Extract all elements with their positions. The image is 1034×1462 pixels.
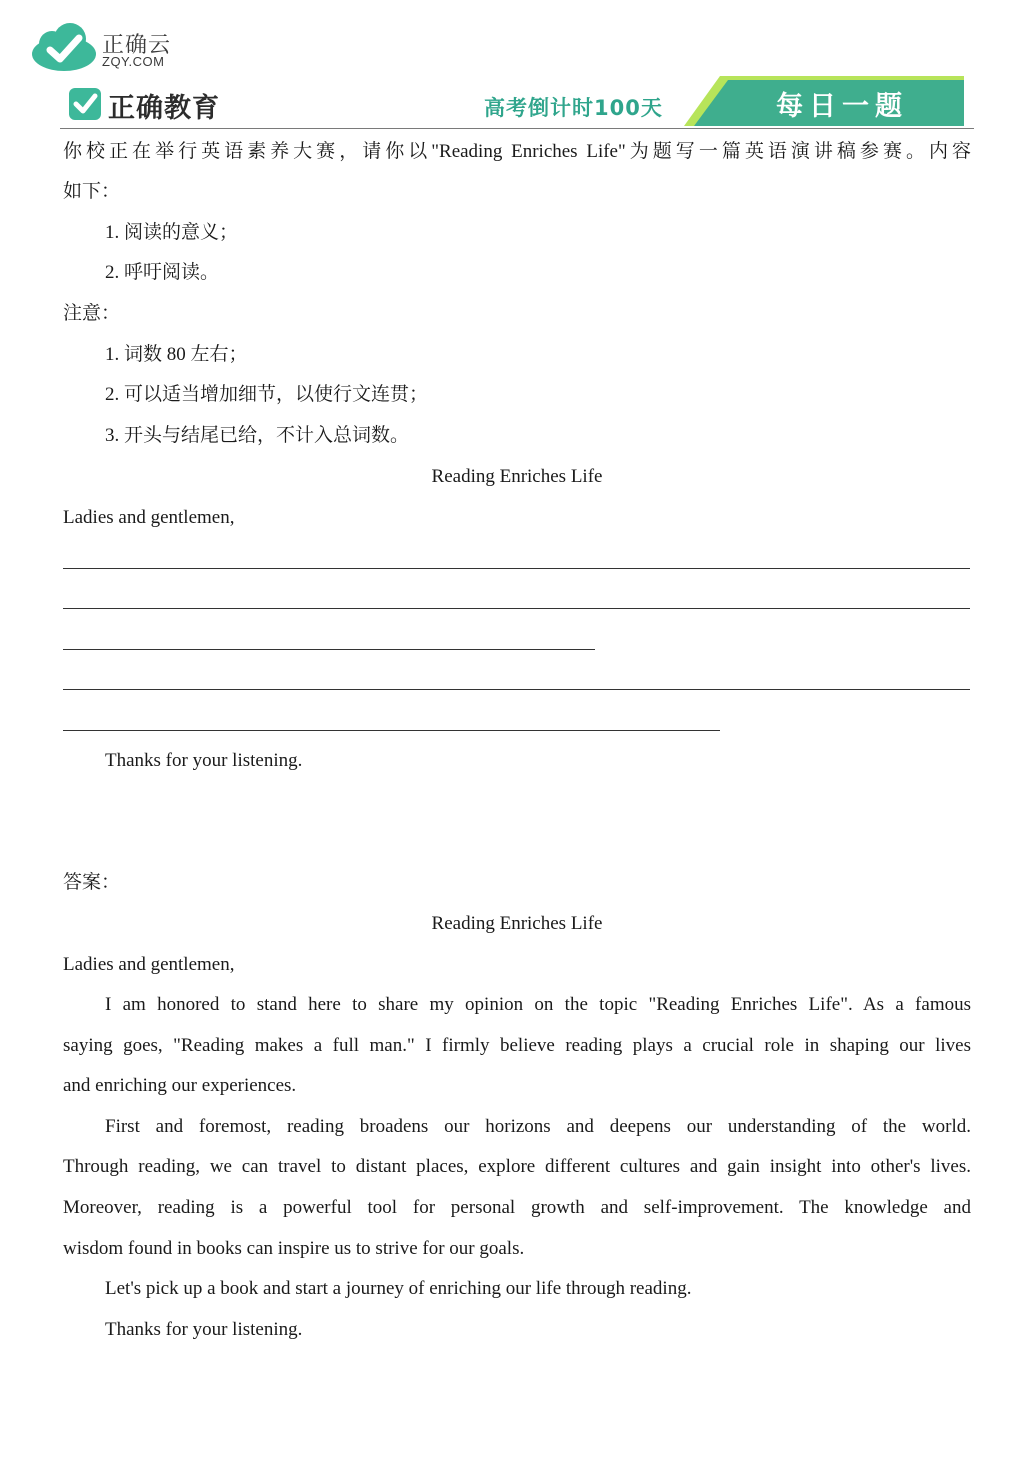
answer-closing: Thanks for your listening. bbox=[105, 1319, 303, 1340]
essay-greeting: Ladies and gentlemen, bbox=[63, 507, 235, 528]
answer-paragraph-3: Let's pick up a book and start a journey of enriching our life through reading. bbox=[105, 1278, 692, 1299]
answer-greeting: Ladies and gentlemen, bbox=[63, 954, 235, 975]
note-item-2: 2. 可以适当增加细节，以使行文连贯； bbox=[105, 384, 429, 405]
logo-name: 正确云 bbox=[102, 33, 172, 58]
check-box-icon bbox=[68, 87, 102, 121]
cloud-check-icon bbox=[30, 22, 98, 72]
answer-title: Reading Enriches Life bbox=[431, 913, 603, 934]
writing-line bbox=[63, 689, 970, 690]
exam-countdown: 高考倒计时100天 bbox=[484, 96, 663, 120]
note-item-3: 3. 开头与结尾已给，不计入总词数。 bbox=[105, 425, 410, 446]
note-item-1: 1. 词数 80 左右； bbox=[105, 344, 248, 365]
content-item-1: 1. 阅读的意义； bbox=[105, 222, 239, 243]
writing-line bbox=[63, 730, 720, 731]
content-item-2: 2. 呼吁阅读。 bbox=[105, 262, 220, 283]
answer-paragraph-1-line: saying goes, "Reading makes a full man." I firmly believe reading plays a crucial role in shaping our lives bbox=[63, 1035, 971, 1056]
question-intro: 你校正在举行英语素养大赛，请你以"Reading Enriches Life"为题写一篇英语演讲稿参赛。内容 bbox=[63, 141, 971, 162]
notes-label: 注意： bbox=[63, 303, 121, 324]
question-intro-continued: 如下： bbox=[63, 181, 121, 202]
answer-paragraph-2-line: First and foremost, reading broadens our horizons and deepens our understanding of the world. bbox=[105, 1116, 971, 1137]
essay-closing: Thanks for your listening. bbox=[105, 750, 303, 771]
daily-question-banner: 每日一题 bbox=[776, 91, 908, 122]
writing-line bbox=[63, 608, 970, 609]
header-divider bbox=[60, 128, 974, 129]
writing-line bbox=[63, 568, 970, 569]
answer-paragraph-2-line: wisdom found in books can inspire us to strive for our goals. bbox=[63, 1238, 525, 1259]
brand-name: 正确教育 bbox=[108, 93, 220, 124]
answer-paragraph-2-line: Moreover, reading is a powerful tool for personal growth and self-improvement. The knowledge and bbox=[63, 1197, 971, 1218]
essay-title: Reading Enriches Life bbox=[431, 466, 603, 487]
logo-domain: ZQY.COM bbox=[102, 54, 165, 69]
answer-paragraph-1-line: I am honored to stand here to share my opinion on the topic "Reading Enriches Life". As a famous bbox=[105, 994, 971, 1015]
answer-label: 答案： bbox=[63, 872, 121, 893]
answer-paragraph-1-line: and enriching our experiences. bbox=[63, 1075, 297, 1096]
site-logo bbox=[30, 22, 180, 74]
writing-line bbox=[63, 649, 595, 650]
answer-paragraph-2-line: Through reading, we can travel to distant places, explore different cultures and gain insight into other's lives. bbox=[63, 1156, 971, 1177]
